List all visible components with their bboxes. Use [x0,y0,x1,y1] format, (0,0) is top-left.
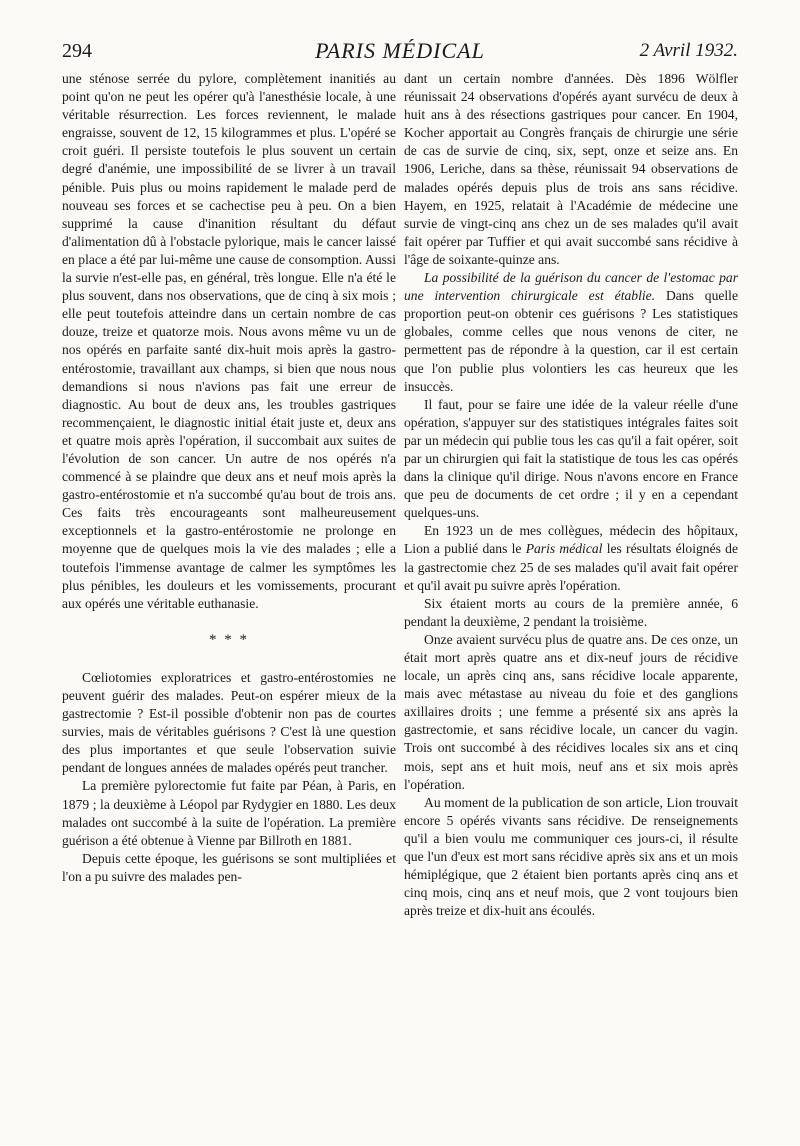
paragraph-text: Dans quelle proportion peut-on obtenir ces guérisons ? Les statistiques globales, comme celles que nous venons de citer, ne permettent pas de répondre à la question, car il est certain que l'on publie plus volontiers les cas heureux que les insuccès. [404,288,738,394]
paragraph: une sténose serrée du pylore, complètement inanitiés au point qu'on ne peut les opérer qu'à l'anesthésie locale, à une véritable résurrection. Les forces reviennent, le malade engraisse, souvent de 12, 15 kilogrammes et plus. L'opéré se croit guéri. Il persiste toutefois le plus souvent un certain degré d'anémie, une impossibilité de se livrer à un travail pénible. Puis plus ou moins rapidement le malade perd de nouveau ses forces et se cachectise peu à peu. On a bien supprimé la cause d'inanition résultant du défaut d'alimentation dû à l'obstacle pylorique, mais le cancer laissé en place a été par lui-même une cause de consomption. Aussi la survie n'est-elle pas, en général, très longue. Elle n'a été le plus souvent, dans nos observations, que de cinq à six mois ; elle peut toutefois atteindre dans un certain nombre de cas douze, treize et quatorze mois. Nous avons même vu un de nos opérés en parfaite santé dix-huit mois après la gastro-entérostomie, travaillant aux champs, si bien que nous nous demandions si nous n'avions pas fait une erreur de diagnostic. Au bout de deux ans, les troubles gastriques recommençaient, le diagnostic initial était juste et, deux ans et quatre mois après l'opération, il succombait aux suites de l'évolution de son cancer. Un autre de nos opérés n'a commencé à se plaindre que deux ans et neuf mois après la gastro-entérostomie et n'a succombé qu'au bout de trois ans. Ces faits très encourageants sont malheureusement exceptionnels et la gastro-entérostomie ne prolonge en moyenne que de quelques mois la vie des malades ; elle a toutefois l'immense avantage de calmer les symptômes les plus pénibles, les douleurs et les vomissements, procurant aux opérés une véritable euthanasie. [62,71,396,611]
paragraph: La première pylorectomie fut faite par Péan, à Paris, en 1879 ; la deuxième à Léopol par Rydygier en 1880. Les deux malades ont succombé à la suite de l'opération. La première guérison a été obtenue à Vienne par Billroth en 1881. [62,778,396,848]
paragraph: Il faut, pour se faire une idée de la valeur réelle d'une opération, s'appuyer sur des statistiques intégrales faites soit par un médecin qui publie tous les cas qu'il a fait opérer, soit par un chirurgien qui fait la statistique de tous les cas opérés dans la clinique qu'il dirige. Nous n'avons encore en France que peu de documents de cet ordre ; il y en a cependant quelques-uns. [404,396,738,521]
paragraph: Six étaient morts au cours de la première année, 6 pendant la deuxième, 2 pendant la troisième. [404,595,738,629]
journal-title: PARIS MÉDICAL [315,38,485,63]
journal-reference: Paris médical [525,541,603,557]
section-separator: * * * [209,631,249,648]
paragraph: Depuis cette époque, les guérisons se sont multipliées et l'on a pu suivre des malades pen- [62,850,396,884]
paragraph [404,522,738,594]
italic-statement: La possibilité de la guérison du cancer de l'estomac par une intervention chirurgicale est établie. [404,270,738,304]
paragraph: Au moment de la publication de son article, Lion trouvait encore 5 opérés vivants sans récidive. De renseignements qu'il a bien voulu me communiquer ces jours-ci, il résulte que l'un d'eux est mort sans récidive après six ans et un mois hémiplégique, que 2 étaient bien portants après cinq ans et cinq mois, cinq ans et neuf mois, que 2 vont toujours bien après treize et dix-huit ans écoulés. [404,794,738,919]
page-header [62,38,738,72]
paragraph: Onze avaient survécu plus de quatre ans. De ces onze, un était mort après quatre ans et dix-neuf jours de récidive locale, un après cinq ans, sans récidive locale apparente, mais avec métastase au niveau du foie et des ganglions axillaires droits ; une femme a présenté six ans après la gastrectomie, et sans récidive locale, un cancer du vagin. Trois ont succombé à des récidives locales six ans et cinq mois, sept ans et huit mois, neuf ans et six mois après l'opération. [404,631,738,792]
page-number: 294 [62,40,92,62]
paragraph [404,269,738,396]
right-column [404,70,738,920]
paragraph-text: En 1923 un de mes collègues, médecin des hôpitaux, Lion a publié dans le [404,523,738,557]
left-column [62,70,396,886]
paragraph-text: les résultats éloignés de la gastrectomie chez 25 de ses malades qu'il avait fait opérer et qu'il avait pu suivre après l'opération. [404,541,738,593]
paragraph: dant un certain nombre d'années. Dès 1896 Wölfler réunissait 24 observations d'opérés ayant survécu de deux à huit ans à des résections gastriques pour cancer. En 1904, Kocher apportait au Congrès français de chirurgie une série de cas de survie de cinq, six, sept, onze et seize ans. En 1906, Leriche, dans sa thèse, réunissait 94 observations de malades opérés depuis plus de trois ans sans récidive. Hayem, en 1925, relatait à l'Académie de médecine une survie de vingt-cinq ans chez un de ses malades qu'il avait fait opérer par Tuffier et qui avait succombé sans récidive à l'âge de soixante-quinze ans. [404,71,738,267]
issue-date: 2 Avril 1932. [639,40,738,61]
paragraph: Cœliotomies exploratrices et gastro-entérostomies ne peuvent guérir des malades. Peut-on espérer mieux de la gastrectomie ? Est-il possible d'obtenir non pas de courtes survies, mais de véritables guérisons ? C'est là une question des plus importantes et que seule l'observation suivie pendant de longues années de malades opérés peut trancher. [62,669,396,776]
